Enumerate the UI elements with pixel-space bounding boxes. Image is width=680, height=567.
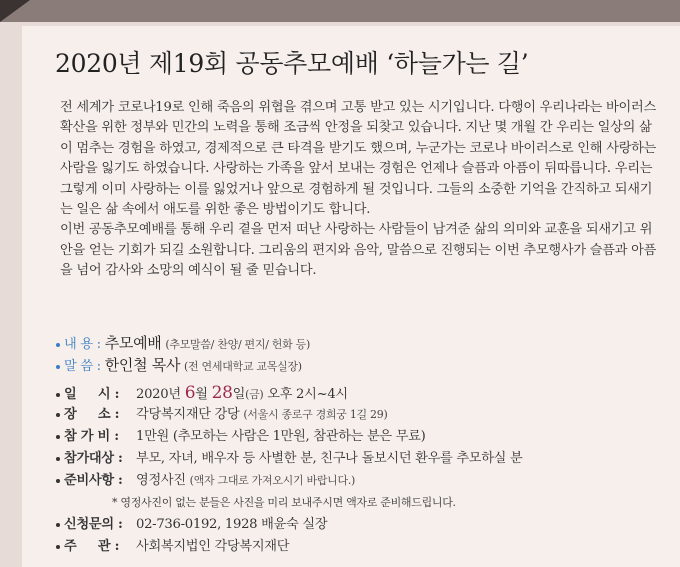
fee-value: 1만원 (추모하는 사람은 1만원, 참관하는 분은 무료) — [136, 429, 426, 444]
sermon-row — [56, 354, 676, 376]
date-time: 오후 2시~4시 — [263, 387, 348, 402]
prep-note: * 영정사진이 없는 분들은 사진을 미리 보내주시면 액자로 준비해드립니다. — [112, 496, 456, 509]
date-day: 28 — [211, 383, 233, 403]
host-value: 사회복지법인 각당복지재단 — [136, 539, 290, 554]
content-row — [56, 332, 676, 354]
sermon-detail: (전 연세대학교 교목실장) — [184, 360, 302, 373]
prep-value: 영정사진 — [136, 473, 186, 488]
place-value: 각당복지재단 강당 — [136, 407, 240, 422]
intro-paragraph-2: 이번 공동추모예배를 통해 우리 곁을 먼저 떠난 사랑하는 사람들이 남겨준 삶의 의미와 교훈을 되새기고 위안을 얻는 기회가 되길 소원합니다. 그리움의 편지와 음악, 말씀으로 진행되는 이번 추모행사가 슬픔과 아픔을 넘어 감사와 소망의 예식이 될 줄 믿습니다. — [60, 222, 657, 279]
bullet-icon — [56, 393, 60, 397]
bullet-icon — [56, 545, 60, 549]
event-info — [56, 332, 676, 558]
fee-label: 참 가 비 : — [64, 429, 119, 444]
fee-row — [56, 426, 676, 448]
content-label: 내 용 : — [64, 337, 101, 352]
prep-detail: (액자 그대로 가져오시기 바랍니다.) — [189, 474, 356, 487]
notice-card — [22, 26, 680, 567]
bullet-icon — [56, 479, 60, 483]
content-detail: (추모말씀/ 찬양/ 편지/ 헌화 등) — [165, 338, 310, 351]
date-month: 6 — [184, 383, 196, 403]
intro-body — [60, 98, 660, 282]
content-value: 추모예배 — [104, 334, 162, 352]
target-row — [56, 448, 676, 470]
prep-label: 준비사항 : — [64, 473, 123, 488]
date-label: 일 시 : — [64, 387, 120, 402]
place-row — [56, 404, 676, 426]
prep-note-row — [56, 492, 676, 514]
inquiry-value: 02-736-0192, 1928 — [136, 517, 262, 532]
prep-row — [56, 470, 676, 492]
date-day-unit: 일 — [232, 387, 246, 402]
host-label: 주 관 : — [64, 539, 120, 554]
bullet-icon — [56, 435, 60, 439]
target-label: 참가대상 : — [64, 451, 123, 466]
intro-paragraph-1: 전 세계가 코로나19로 인해 죽음의 위협을 겪으며 고통 받고 있는 시기입니다. 다행이 우리나라는 바이러스 확산을 위한 정부와 민간의 노력을 통해 조금씩 안정을 되찾고 있습니다. 지난 몇 개월 간 우리는 일상의 삶이 멈추는 경험을 하였고, 경제적으로 큰 타격을 받기도 했으며, 누군가는 코로나 바이러스로 인해 사랑하는 사람을 잃기도 하였습니다. 사랑하는 가족을 앞서 보내는 경험은 언제나 슬픔과 아픔이 뒤따릅니다. 우리는 그렇게 이미 사랑하는 이를 잃었거나 앞으로 경험하게 될 것입니다. 그들의 소중한 기억을 간직하고 되새기는 일은 삶 속에서 애도를 위한 좋은 방법이기도 합니다. — [60, 100, 657, 218]
inquiry-contact: 배윤숙 실장 — [261, 517, 328, 532]
sermon-label: 말 씀 : — [64, 359, 101, 374]
bullet-icon — [56, 523, 60, 527]
date-prefix: 2020년 — [136, 387, 185, 402]
inquiry-label: 신청문의 : — [64, 517, 123, 532]
place-label: 장 소 : — [64, 407, 120, 422]
host-row — [56, 536, 676, 558]
top-bar-corner — [0, 0, 30, 22]
target-value: 부모, 자녀, 배우자 등 사별한 분, 친구나 돌보시던 환우를 추모하실 분 — [136, 451, 523, 466]
bullet-icon — [56, 413, 60, 417]
date-weekday: (금) — [245, 388, 264, 401]
bullet-icon — [56, 343, 60, 347]
inquiry-row — [56, 514, 676, 536]
place-detail: (서울시 종로구 경희궁 1길 29) — [243, 408, 388, 421]
bullet-icon — [56, 457, 60, 461]
top-bar — [0, 0, 680, 22]
date-month-unit: 월 — [195, 387, 212, 402]
date-row — [56, 382, 676, 404]
page-title: 2020년 제19회 공동추모예배 ‘하늘가는 길’ — [55, 49, 529, 78]
bullet-icon — [56, 365, 60, 369]
sermon-value: 한인철 목사 — [104, 356, 181, 374]
